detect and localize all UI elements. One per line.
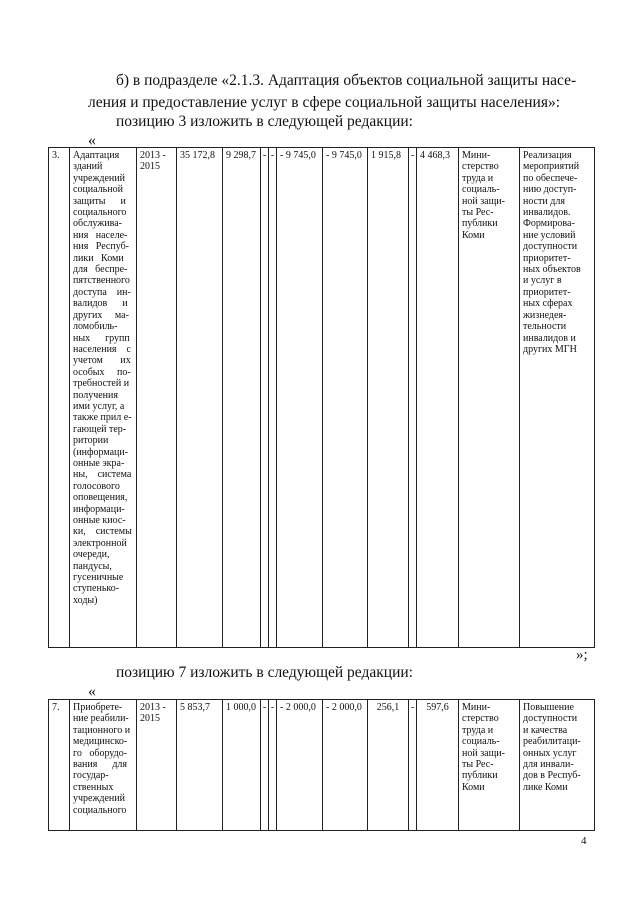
value-1: 1 000,0 [223, 700, 261, 831]
cell-line: ния населе- [73, 229, 128, 241]
total-value: 35 172,8 [177, 148, 223, 648]
cell-line: ритории [73, 435, 109, 447]
cell-line: гусеничные [73, 572, 124, 584]
cell-line: онные экра- [73, 457, 125, 469]
period [137, 148, 177, 648]
cell-line: ной защи- [462, 747, 505, 759]
expected-result [520, 700, 595, 831]
dash-2: - [269, 148, 277, 648]
expected-result [520, 148, 595, 648]
cell-line: 2015 [140, 161, 160, 173]
cell-line: гающей тер- [73, 423, 127, 435]
value-3: - 9 745,0 [323, 148, 368, 648]
cell-line: защиты и [73, 195, 126, 207]
cell-line: лики Коми [73, 252, 124, 264]
cell-line: доступа ин- [73, 286, 131, 298]
cell-line: Мини- [462, 702, 491, 713]
intro-position-7: позицию 7 изложить в следующей редакции: [116, 664, 413, 681]
cell-line: 2013 - [140, 150, 166, 161]
executor [459, 148, 520, 648]
table-row [49, 700, 595, 831]
cell-line: онные киос- [73, 515, 126, 526]
close-quote-1: »; [576, 647, 588, 663]
cell-line: Коми [462, 229, 485, 241]
intro-line-3: позицию 3 изложить в следующей редакции: [116, 113, 413, 130]
cell-line: социального [73, 804, 127, 816]
cell-line: социаль- [462, 184, 500, 196]
cell-line: лике Коми [523, 781, 568, 793]
item-name [70, 148, 137, 648]
intro-line-1: б) в подразделе «2.1.3. Адаптация объектов социальной защиты насе- [116, 72, 577, 89]
dash-1: - [261, 700, 269, 831]
value-2: - 2 000,0 [277, 700, 323, 831]
cell-line: по обеспече- [523, 172, 578, 184]
cell-line: для беспре- [73, 264, 128, 276]
table-position-3 [48, 147, 595, 648]
cell-line: ных объектов [523, 264, 581, 276]
cell-line: электронной [73, 537, 127, 549]
cell-line: социаль- [462, 736, 500, 748]
cell-line: стерство [462, 161, 499, 173]
cell-line: (информаци- [73, 446, 129, 458]
cell-line: 2013 - [140, 702, 166, 713]
cell-line: Формирова- [523, 218, 575, 230]
page-number: 4 [581, 835, 587, 847]
row-number: 3. [49, 148, 70, 648]
cell-line: дов в Респуб- [523, 770, 581, 782]
cell-line: 2015 [140, 713, 160, 725]
cell-line: других МГН [523, 343, 577, 355]
cell-line: требностей и [73, 378, 130, 390]
cell-line: Адаптация [73, 150, 120, 161]
cell-line: получения [73, 389, 118, 401]
cell-line: социальной [73, 184, 123, 196]
cell-line: валидов и [73, 298, 128, 310]
cell-line: Коми [462, 781, 485, 793]
cell-line: жизнедея- [523, 309, 567, 321]
value-4: 256,1 [368, 700, 409, 831]
total-value: 5 853,7 [177, 700, 223, 831]
open-quote-2: « [88, 683, 96, 700]
cell-line: и качества [523, 724, 568, 736]
cell-line: голосового [73, 480, 120, 492]
cell-line: онных услуг [523, 747, 577, 759]
cell-line: труда и [462, 724, 494, 736]
cell-line: ственных [73, 781, 114, 793]
cell-line: учреждений [73, 172, 125, 184]
cell-line: ние реабили- [73, 713, 129, 725]
cell-line: зданий [73, 161, 103, 173]
cell-line: ты Рес- [462, 759, 494, 771]
cell-line: очереди, [73, 549, 110, 561]
cell-line: тельности [523, 321, 567, 333]
cell-line: для инвали- [523, 759, 574, 771]
dash-1: - [261, 148, 269, 648]
table-position-7 [48, 699, 595, 831]
cell-line: ной защи- [462, 195, 505, 207]
row-number: 7. [49, 700, 70, 831]
cell-line: инвалидов и [523, 332, 576, 344]
value-4: 1 915,8 [368, 148, 409, 648]
cell-line: ние условий [523, 229, 576, 241]
dash-3: - [409, 148, 417, 648]
cell-line: учреждений [73, 793, 125, 805]
cell-line: ны, система [73, 469, 132, 481]
value-3: - 2 000,0 [323, 700, 368, 831]
cell-line: публики [462, 218, 498, 230]
cell-line: ты Рес- [462, 207, 494, 219]
cell-line: государ- [73, 770, 109, 782]
cell-line: приоритет- [523, 252, 571, 264]
value-5: 4 468,3 [417, 148, 459, 648]
cell-line: го оборудо- [73, 747, 128, 759]
cell-line: ных групп [73, 332, 130, 344]
cell-line: ступенько- [73, 583, 120, 595]
value-2: - 9 745,0 [277, 148, 323, 648]
cell-line: пятственного [73, 275, 130, 287]
table-row [49, 148, 595, 648]
cell-line: труда и [462, 172, 494, 184]
value-1: 9 298,7 [223, 148, 261, 648]
cell-line: оповещения, [73, 492, 128, 504]
cell-line: информаци- [73, 503, 125, 515]
cell-line: реабилитаци- [523, 736, 581, 748]
cell-line: нию доступ- [523, 184, 577, 196]
cell-line: доступности [523, 713, 578, 725]
cell-line: публики [462, 770, 498, 782]
cell-line: тационного и [73, 724, 131, 736]
cell-line: ломобиль- [73, 321, 118, 333]
cell-line: ими услуг, а [73, 400, 125, 412]
value-5: 597,6 [417, 700, 459, 831]
cell-line: ки, системы [73, 526, 132, 538]
cell-line: обслужива- [73, 218, 123, 230]
cell-line: населения с [73, 343, 131, 355]
cell-line: Повышение [523, 702, 574, 713]
cell-line: также прил е- [73, 412, 132, 424]
intro-line-2: ления и предоставление услуг в сфере социальной защиты населения»: [88, 94, 561, 111]
cell-line: особых по- [73, 366, 131, 378]
cell-line: Мини- [462, 150, 491, 161]
cell-line: стерство [462, 713, 499, 725]
cell-line: Реализация [523, 150, 572, 161]
cell-line: учетом их [73, 355, 131, 367]
cell-line: инвалидов. [523, 207, 571, 219]
cell-line: мероприятий [523, 161, 580, 173]
period [137, 700, 177, 831]
cell-line: ных сферах [523, 298, 573, 310]
open-quote-1: « [88, 132, 96, 149]
cell-line: пандусы, [73, 560, 112, 572]
cell-line: доступности [523, 241, 578, 253]
cell-line: ности для [523, 195, 565, 207]
cell-line: ходы) [73, 594, 98, 606]
executor [459, 700, 520, 831]
cell-line: вания для [73, 759, 128, 771]
dash-2: - [269, 700, 277, 831]
cell-line: социального [73, 207, 127, 219]
item-name [70, 700, 137, 831]
cell-line: Приобрете- [73, 702, 123, 713]
cell-line: и услуг в [523, 275, 562, 287]
cell-line: медицинско- [73, 736, 128, 748]
cell-line: приоритет- [523, 286, 571, 298]
cell-line: ния Респуб- [73, 241, 129, 253]
cell-line: других ма- [73, 309, 129, 321]
dash-3: - [409, 700, 417, 831]
